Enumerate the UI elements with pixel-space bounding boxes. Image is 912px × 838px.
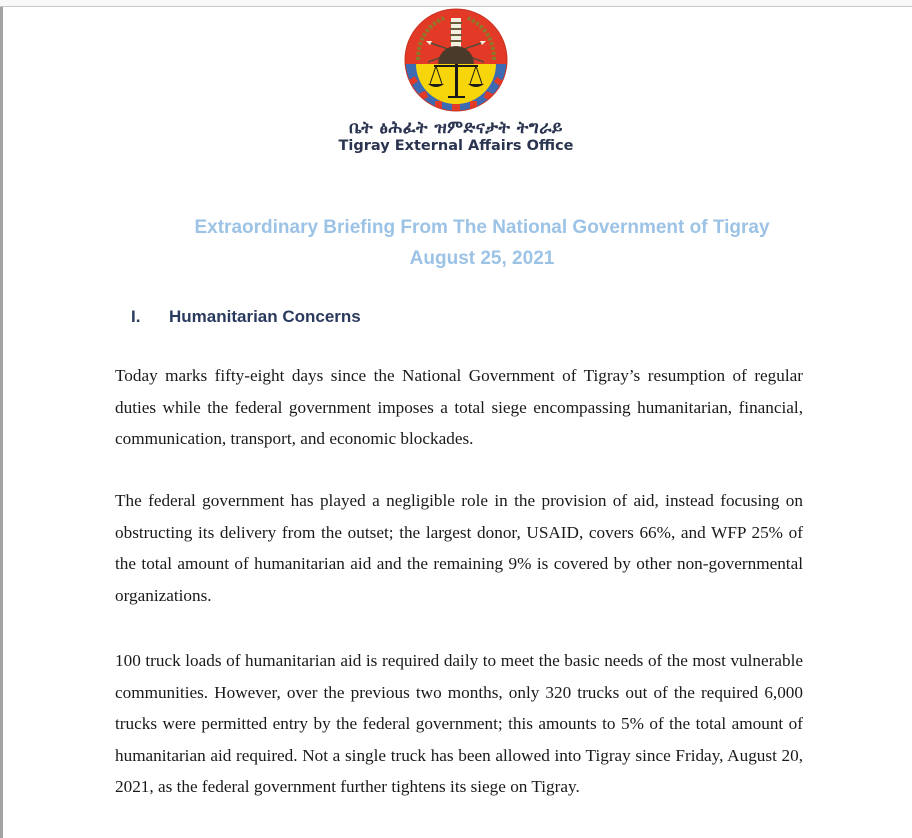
section-title: Humanitarian Concerns	[169, 307, 361, 326]
viewer-left-edge	[0, 7, 3, 838]
tigray-emblem-logo	[404, 8, 508, 112]
paragraph: The federal government has played a negligible role in the provision of aid, instead focusing on obstructing its delivery from the outset; the largest donor, USAID, covers 66%, and WFP 25% of the total amount of humanitarian aid and the remaining 9% is covered by other non-governmental organizations.	[115, 491, 803, 605]
emblem-icon	[404, 8, 508, 112]
org-name-geez: ቤት ፅሕፈት ዝምድናታት ትግራይ	[349, 118, 563, 138]
paragraph: 100 truck loads of humanitarian aid is required daily to meet the basic needs of the most vulnerable communities. However, over the previous two months, only 320 trucks out of the required 6,000 trucks were permitted entry by the federal government; this amounts to 5% of the total amount of humanitarian aid required. Not a single truck has been allowed into Tigray since Friday, August 20, 2021, as the federal government further tightens its siege on Tigray.	[115, 651, 803, 796]
paragraph: Today marks fifty-eight days since the National Government of Tigray’s resumption of regular duties while the federal government imposes a total siege encompassing humanitarian, financial, communication, transport, and economic blockades.	[115, 366, 803, 448]
viewer-top-strip	[0, 0, 912, 7]
section-number: I.	[131, 307, 141, 326]
org-name-english: Tigray External Affairs Office	[338, 138, 574, 154]
document-date: August 25, 2021	[409, 248, 555, 269]
section-heading	[131, 307, 361, 327]
document-title: Extraordinary Briefing From The National Government of Tigray	[194, 217, 770, 238]
